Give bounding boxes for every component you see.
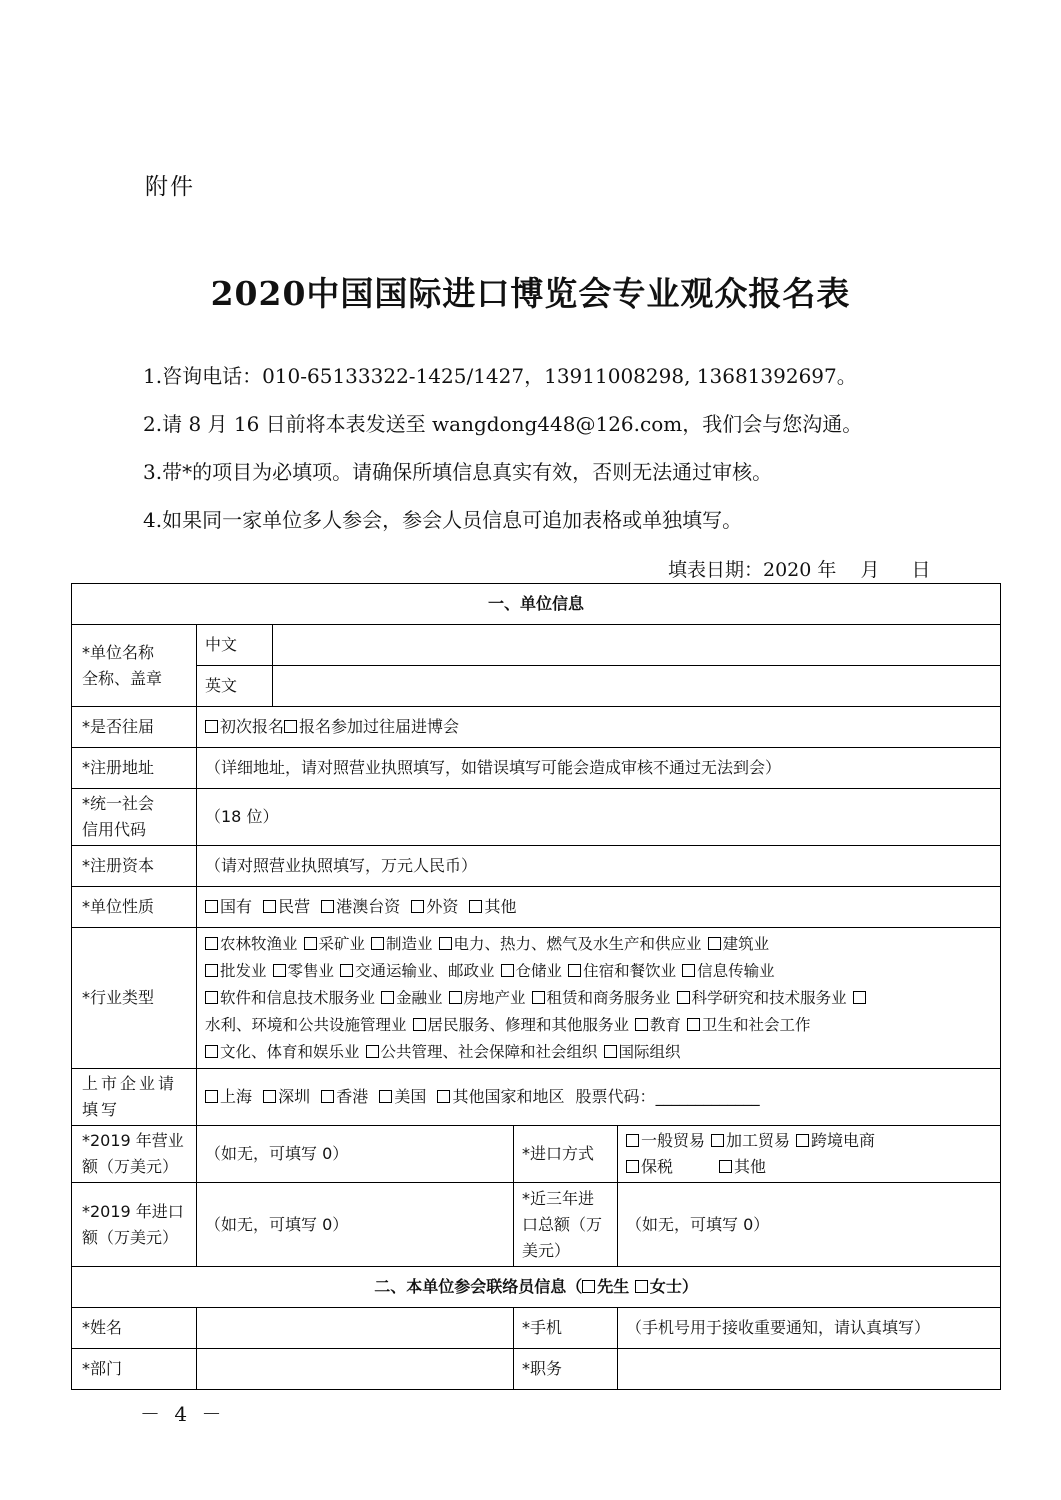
nature-label: *单位性质 <box>72 887 197 928</box>
page-title: 2020中国国际进口博览会专业观众报名表 <box>210 274 851 313</box>
department-label: *部门 <box>72 1349 197 1390</box>
section-contact-title-suffix: ） <box>681 1277 698 1296</box>
fill-date <box>668 555 935 582</box>
import-2019-label-line1: *2019 年进口 <box>82 1201 184 1221</box>
industry-option[interactable]: 教育 <box>635 1016 681 1034</box>
import-mode-option[interactable]: 保税 <box>626 1157 673 1176</box>
import-2019-label-line2: 额（万美元） <box>82 1227 179 1247</box>
listed-options <box>197 1069 1001 1126</box>
listed-option[interactable]: 上海 <box>205 1087 252 1106</box>
checkbox[interactable] <box>366 1045 379 1058</box>
revenue-label-line2: 额（万美元） <box>82 1157 179 1176</box>
section-contact-title-prefix: 二、本单位参会联络员信息（ <box>374 1277 583 1296</box>
previous-options <box>197 707 1001 748</box>
checkbox[interactable] <box>413 1018 426 1031</box>
checkbox[interactable] <box>273 964 286 977</box>
capital-label: *注册资本 <box>72 846 197 887</box>
nature-option[interactable]: 外资 <box>411 897 458 916</box>
industry-option[interactable]: 农林牧渔业 <box>205 935 298 953</box>
import-3yr-input[interactable]: （如无，可填写 0） <box>618 1183 1001 1267</box>
checkbox[interactable] <box>711 1134 724 1147</box>
nature-option[interactable]: 国有 <box>205 897 252 916</box>
chinese-label: 中文 <box>197 625 273 666</box>
checkbox[interactable] <box>449 991 462 1004</box>
credit-code-label-line1: *统一社会 <box>82 794 155 813</box>
industry-option[interactable]: 软件和信息技术服务业 <box>205 989 375 1007</box>
contact-name-input[interactable] <box>197 1308 514 1349</box>
checkbox[interactable] <box>635 1280 648 1293</box>
industry-option[interactable]: 信息传输业 <box>682 962 775 980</box>
address-label: *注册地址 <box>72 748 197 789</box>
nature-option[interactable]: 民营 <box>263 897 310 916</box>
fill-date-label: 填表日期：2020 年 <box>668 559 837 581</box>
previous-option-first[interactable]: 初次报名 <box>205 717 284 736</box>
checkbox[interactable] <box>635 1018 648 1031</box>
checkbox[interactable] <box>687 1018 700 1031</box>
previous-option-attended[interactable]: 报名参加过往届进博会 <box>284 717 459 736</box>
import-2019-input[interactable]: （如无，可填写 0） <box>197 1183 514 1267</box>
import-mode-option[interactable]: 其他 <box>719 1157 766 1176</box>
checkbox[interactable] <box>469 900 482 913</box>
unit-name-label <box>72 625 197 707</box>
nature-options <box>197 887 1001 928</box>
industry-option[interactable]: 卫生和社会工作 <box>687 1016 811 1034</box>
nature-option[interactable]: 港澳台资 <box>321 897 400 916</box>
industry-option[interactable]: 采矿业 <box>304 935 366 953</box>
import-mode-option[interactable]: 加工贸易 <box>711 1131 790 1150</box>
note-item: 4.如果同一家单位多人参会，参会人员信息可追加表格或单独填写。 <box>143 508 743 532</box>
industry-option[interactable]: 水利、环境和公共设施管理业 <box>205 1015 407 1034</box>
checkbox[interactable] <box>304 937 317 950</box>
industry-option[interactable]: 建筑业 <box>708 935 770 953</box>
checkbox[interactable] <box>205 1090 218 1103</box>
note-item: 2.请 8 月 16 日前将本表发送至 wangdong448@126.com，我们会与您沟通。 <box>143 412 863 436</box>
import-3yr-label-line3: 美元） <box>522 1240 571 1260</box>
unit-name-chinese-input[interactable] <box>273 625 1001 666</box>
credit-code-label-line2: 信用代码 <box>82 820 147 839</box>
checkbox[interactable] <box>205 937 218 950</box>
section-unit-info-title: 一、单位信息 <box>72 584 1001 625</box>
note-item: 3.带*的项目为必填项。请确保所填信息真实有效，否则无法通过审核。 <box>143 460 773 484</box>
industry-option[interactable]: 零售业 <box>273 962 335 980</box>
checkbox[interactable] <box>568 964 581 977</box>
industry-option[interactable]: 国际组织 <box>604 1043 681 1061</box>
checkbox[interactable] <box>501 964 514 977</box>
nature-option[interactable]: 其他 <box>469 897 516 916</box>
mobile-label: *手机 <box>514 1308 618 1349</box>
checkbox[interactable] <box>719 1160 732 1173</box>
checkbox[interactable] <box>532 991 545 1004</box>
industry-option[interactable]: 交通运输业、邮政业 <box>340 962 495 980</box>
industry-option[interactable]: 制造业 <box>371 935 433 953</box>
industry-option[interactable]: 金融业 <box>381 989 443 1007</box>
checkbox[interactable] <box>284 720 297 733</box>
checkbox[interactable] <box>439 937 452 950</box>
listed-option[interactable]: 其他国家和地区 <box>437 1087 564 1106</box>
registration-form <box>71 583 1001 1390</box>
listed-label-line1: 上市企业请 <box>82 1074 178 1093</box>
checkbox[interactable] <box>205 991 218 1004</box>
checkbox[interactable] <box>205 1045 218 1058</box>
stock-code-input[interactable]: _____________ <box>655 1087 760 1106</box>
import-3yr-label-line1: *近三年进 <box>522 1188 595 1208</box>
unit-name-label-line1: *单位名称 <box>82 642 155 662</box>
checkbox[interactable] <box>626 1134 639 1147</box>
industry-option[interactable]: 文化、体育和娱乐业 <box>205 1043 360 1061</box>
gender-option-mr[interactable]: 先生 <box>582 1277 629 1296</box>
page-number: － 4 － <box>140 1402 226 1426</box>
note-item: 1.咨询电话：010-65133322-1425/1427，13911008298, 13681392697。 <box>143 364 857 388</box>
checkbox[interactable] <box>371 937 384 950</box>
import-3yr-label-line2: 口总额（万 <box>522 1214 603 1234</box>
unit-name-label-line2: 全称、盖章 <box>82 668 163 688</box>
checkbox[interactable] <box>205 900 218 913</box>
section-contact-title <box>72 1267 1001 1308</box>
checkbox[interactable] <box>263 900 276 913</box>
unit-name-english-input[interactable] <box>273 666 1001 707</box>
capital-input[interactable]: （请对照营业执照填写，万元人民币） <box>197 846 1001 887</box>
import-mode-option[interactable]: 跨境电商 <box>796 1131 875 1150</box>
industry-option[interactable]: 租赁和商务服务业 <box>532 989 671 1007</box>
checkbox[interactable] <box>321 1090 334 1103</box>
gender-option-ms[interactable]: 女士 <box>635 1277 682 1296</box>
checkbox[interactable] <box>853 991 866 1004</box>
industry-label: *行业类型 <box>72 928 197 1069</box>
credit-code-input[interactable]: （18 位） <box>197 789 1001 846</box>
checkbox[interactable] <box>321 900 334 913</box>
import-mode-options <box>618 1126 1001 1183</box>
notes-list <box>143 352 1023 544</box>
import-2019-label <box>72 1183 197 1267</box>
position-input[interactable] <box>618 1349 1001 1390</box>
stock-code-label: 股票代码： <box>575 1087 656 1106</box>
checkbox[interactable] <box>796 1134 809 1147</box>
address-input[interactable]: （详细地址，请对照营业执照填写，如错误填写可能会造成审核不通过无法到会） <box>197 748 1001 789</box>
checkbox[interactable] <box>582 1280 595 1293</box>
industry-option[interactable]: 居民服务、修理和其他服务业 <box>413 1016 630 1034</box>
fill-date-month[interactable]: 月 <box>860 559 880 581</box>
import-3yr-label <box>514 1183 618 1267</box>
checkbox[interactable] <box>205 964 218 977</box>
checkbox[interactable] <box>340 964 353 977</box>
mobile-input[interactable]: （手机号用于接收重要通知，请认真填写） <box>618 1308 1001 1349</box>
english-label: 英文 <box>197 666 273 707</box>
checkbox[interactable] <box>604 1045 617 1058</box>
checkbox[interactable] <box>379 1090 392 1103</box>
industry-option[interactable]: 批发业 <box>205 962 267 980</box>
checkbox[interactable] <box>708 937 721 950</box>
industry-option[interactable]: 科学研究和技术服务业 <box>677 989 847 1007</box>
industry-option[interactable]: 仓储业 <box>501 962 563 980</box>
industry-option[interactable]: 房地产业 <box>449 989 526 1007</box>
revenue-label <box>72 1126 197 1183</box>
listed-label <box>72 1069 197 1126</box>
industry-options <box>197 928 1001 1069</box>
checkbox[interactable] <box>626 1160 639 1173</box>
listed-option[interactable]: 美国 <box>379 1087 426 1106</box>
industry-option[interactable]: 公共管理、社会保障和社会组织 <box>366 1043 598 1061</box>
checkbox[interactable] <box>411 900 424 913</box>
fill-date-day[interactable]: 日 <box>911 559 931 581</box>
revenue-input[interactable]: （如无，可填写 0） <box>197 1126 514 1183</box>
listed-label-line2: 填写 <box>82 1100 121 1119</box>
checkbox[interactable] <box>682 964 695 977</box>
previous-label: *是否往届 <box>72 707 197 748</box>
import-mode-label: *进口方式 <box>514 1126 618 1183</box>
revenue-label-line1: *2019 年营业 <box>82 1131 184 1150</box>
listed-option[interactable]: 香港 <box>321 1087 368 1106</box>
position-label: *职务 <box>514 1349 618 1390</box>
checkbox[interactable] <box>677 991 690 1004</box>
checkbox[interactable] <box>205 720 218 733</box>
import-mode-option[interactable]: 一般贸易 <box>626 1131 705 1150</box>
department-input[interactable] <box>197 1349 514 1390</box>
industry-option[interactable]: 电力、热力、燃气及水生产和供应业 <box>439 935 702 953</box>
attachment-label: 附件 <box>145 174 195 200</box>
credit-code-label <box>72 789 197 846</box>
checkbox[interactable] <box>381 991 394 1004</box>
industry-option[interactable]: 住宿和餐饮业 <box>568 962 676 980</box>
listed-option[interactable]: 深圳 <box>263 1087 310 1106</box>
checkbox[interactable] <box>437 1090 450 1103</box>
checkbox[interactable] <box>263 1090 276 1103</box>
contact-name-label: *姓名 <box>72 1308 197 1349</box>
